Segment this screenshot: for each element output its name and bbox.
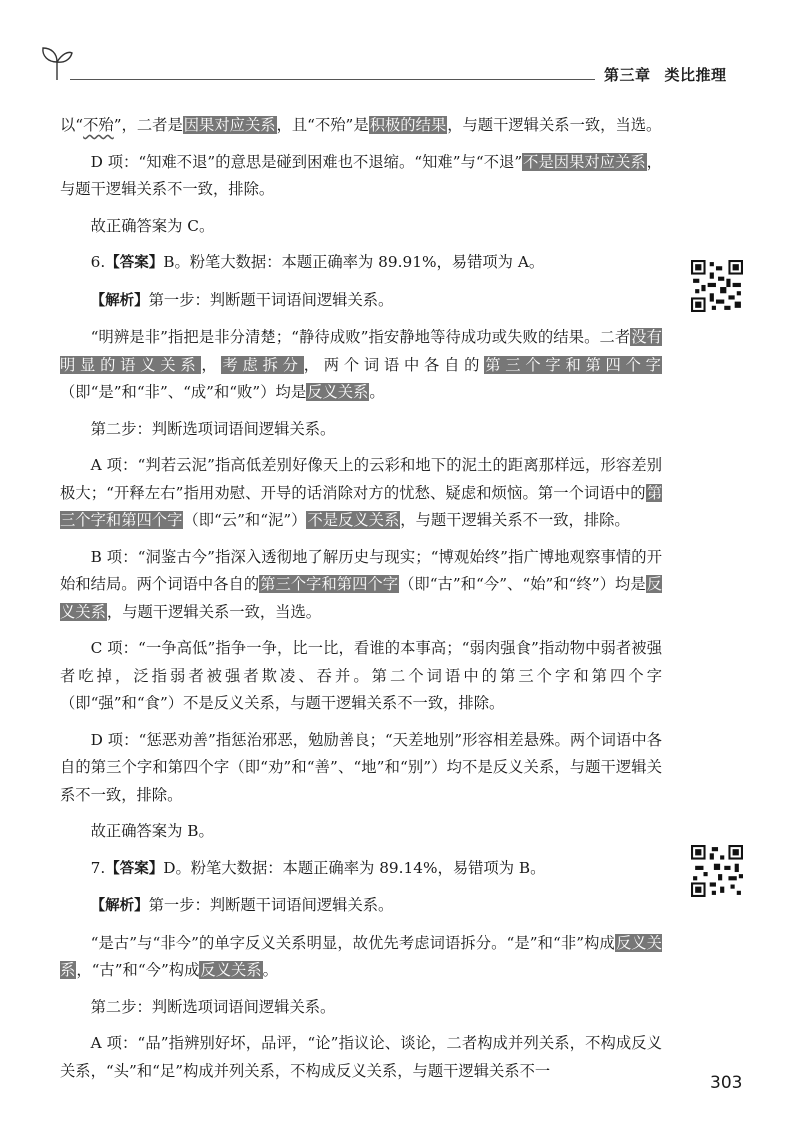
paragraph xyxy=(60,994,662,1022)
paragraph xyxy=(60,727,662,810)
paragraph xyxy=(60,287,662,316)
text-run: “是古”与“非今”的单字反义关系明显，故优先考虑词语拆分。“是”和“非”构成 xyxy=(90,933,615,952)
highlighted-phrase: 没有明显的语义关系 xyxy=(60,328,662,374)
sprout-icon xyxy=(40,40,74,82)
chapter-heading xyxy=(604,64,727,85)
text-run: C 项：“一争高低”指争一争，比一比，看谁的本事高；“弱肉强食”指动物中弱者被强者吃掉，泛指弱者被强者欺凌、吞并。第二个词语中的第三个字和第四个字（即“强”和“食”）不是反义关系，与题干逻辑关系不一致，排除。 xyxy=(60,639,662,712)
text-run: A 项：“判若云泥”指高低差别好像天上的云彩和地下的泥土的距离那样远，形容差别极大；“开释左右”指用劝慰、开导的话消除对方的忧愁、疑虑和烦恼。第一个词语中的 xyxy=(60,456,662,502)
text-run: B。粉笔大数据：本题正确率为 89.91%，易错项为 A。 xyxy=(163,253,545,271)
paragraph xyxy=(60,930,662,985)
text-run: A 项：“品”指辨别好坏，品评，“论”指议论、谈论，二者构成并列关系，不构成反义关系，“头”和“足”构成并列关系，不构成反义关系，与题干逻辑关系不一 xyxy=(60,1034,662,1080)
text-run: 7. xyxy=(90,858,106,877)
highlighted-phrase: 第三个字和第四个字 xyxy=(485,355,661,374)
text-run: ，与题干逻辑关系一致，当选。 xyxy=(447,116,662,134)
highlighted-phrase: 反义关系 xyxy=(60,575,662,621)
text-run: 第一步：判断题干词语间逻辑关系。 xyxy=(148,896,394,914)
paragraph xyxy=(60,112,662,140)
text-run: （即“古”和“今”、“始”和“终”）均是 xyxy=(399,575,646,593)
highlighted-phrase: 第三个字和第四个字 xyxy=(60,483,662,529)
text-run: D 项：“惩恶劝善”指惩治邪恶，勉励善良；“天差地别”形容相差悬殊。两个词语中各自的第三个字和第四个字（即“劝”和“善”、“地”和“别”）均不是反义关系，与题干逻辑关系不一致，排除。 xyxy=(60,730,662,804)
text-run: ，且“不殆”是 xyxy=(276,116,369,134)
highlighted-phrase: 反义关系 xyxy=(307,383,369,401)
paragraph xyxy=(60,149,662,204)
text-run: ，与题干逻辑关系不一致，排除。 xyxy=(400,511,630,529)
paragraph xyxy=(60,892,662,921)
paragraph xyxy=(60,452,662,535)
highlighted-phrase: 反义关系 xyxy=(200,961,262,979)
text-run: 以“ xyxy=(60,116,84,134)
paragraph xyxy=(60,635,662,718)
highlighted-phrase: 反义关系 xyxy=(60,933,662,979)
paragraph xyxy=(60,544,662,627)
paragraph xyxy=(60,249,662,278)
paragraph xyxy=(60,1030,662,1085)
highlighted-phrase: 不是反义关系 xyxy=(307,511,400,529)
underlined-phrase: 不殆 xyxy=(83,116,114,134)
highlighted-phrase: 考虑拆分 xyxy=(222,355,303,374)
paragraph xyxy=(60,855,662,884)
text-run: 6. xyxy=(90,253,106,271)
paragraph xyxy=(60,213,662,241)
text-run: ，与题干逻辑关系一致，当选。 xyxy=(106,602,322,621)
chapter-title: 类比推理 xyxy=(664,66,727,84)
text-run: D。粉笔大数据：本题正确率为 89.14%，易错项为 B。 xyxy=(163,858,546,877)
section-label: 【答案】 xyxy=(105,255,164,271)
text-run: “明辨是非”指把是非分清楚；“静待成败”指安静地等待成功或失败的结果。二者 xyxy=(90,328,631,346)
text-run: ”，二者是 xyxy=(113,116,183,134)
text-run: 。 xyxy=(369,383,385,401)
qr-code-icon[interactable] xyxy=(691,845,743,897)
header-rule xyxy=(70,79,595,80)
text-run: 第二步：判断选项词语间逻辑关系。 xyxy=(90,997,336,1016)
text-run: ，两个词语中各自的 xyxy=(303,355,485,374)
chapter-number: 第三章 xyxy=(604,66,651,84)
paragraph xyxy=(60,818,662,846)
highlighted-phrase: 积极的结果 xyxy=(369,116,447,134)
text-run: 第一步：判断题干词语间逻辑关系。 xyxy=(148,290,394,309)
text-run: D 项：“知难不退”的意思是碰到困难也不退缩。“知难”与“不退” xyxy=(90,152,523,171)
text-run: 故正确答案为 B。 xyxy=(90,822,214,840)
section-label: 【答案】 xyxy=(105,860,164,877)
qr-code-icon[interactable] xyxy=(691,260,743,312)
text-run: （即“云”和“泥”） xyxy=(183,511,307,529)
paragraph xyxy=(60,416,662,444)
page-header xyxy=(0,0,800,100)
highlighted-phrase: 第三个字和第四个字 xyxy=(260,575,399,593)
text-run: （即“是”和“非”、“成”和“败”）均是 xyxy=(60,383,307,401)
text-run: B 项：“洞鉴古今”指深入透彻地了解历史与现实；“博观始终”指广博地观察事情的开始和结局。两个词语中各自的 xyxy=(60,547,662,593)
section-label: 【解析】 xyxy=(90,292,149,309)
text-run: 故正确答案为 C。 xyxy=(90,216,215,235)
page-number: 303 xyxy=(710,1073,743,1093)
paragraph xyxy=(60,324,662,407)
highlighted-phrase: 因果对应关系 xyxy=(183,116,276,134)
text-run: ，“古”和“今”构成 xyxy=(76,961,200,979)
highlighted-phrase: 不是因果对应关系 xyxy=(523,152,646,171)
text-run: ， xyxy=(201,355,222,374)
answer-explanation-body xyxy=(60,112,662,1094)
text-run: 。 xyxy=(262,961,278,979)
text-run: ，与题干逻辑关系不一致，排除。 xyxy=(60,152,662,198)
text-run: 第二步：判断选项词语间逻辑关系。 xyxy=(90,419,336,438)
section-label: 【解析】 xyxy=(90,898,149,914)
